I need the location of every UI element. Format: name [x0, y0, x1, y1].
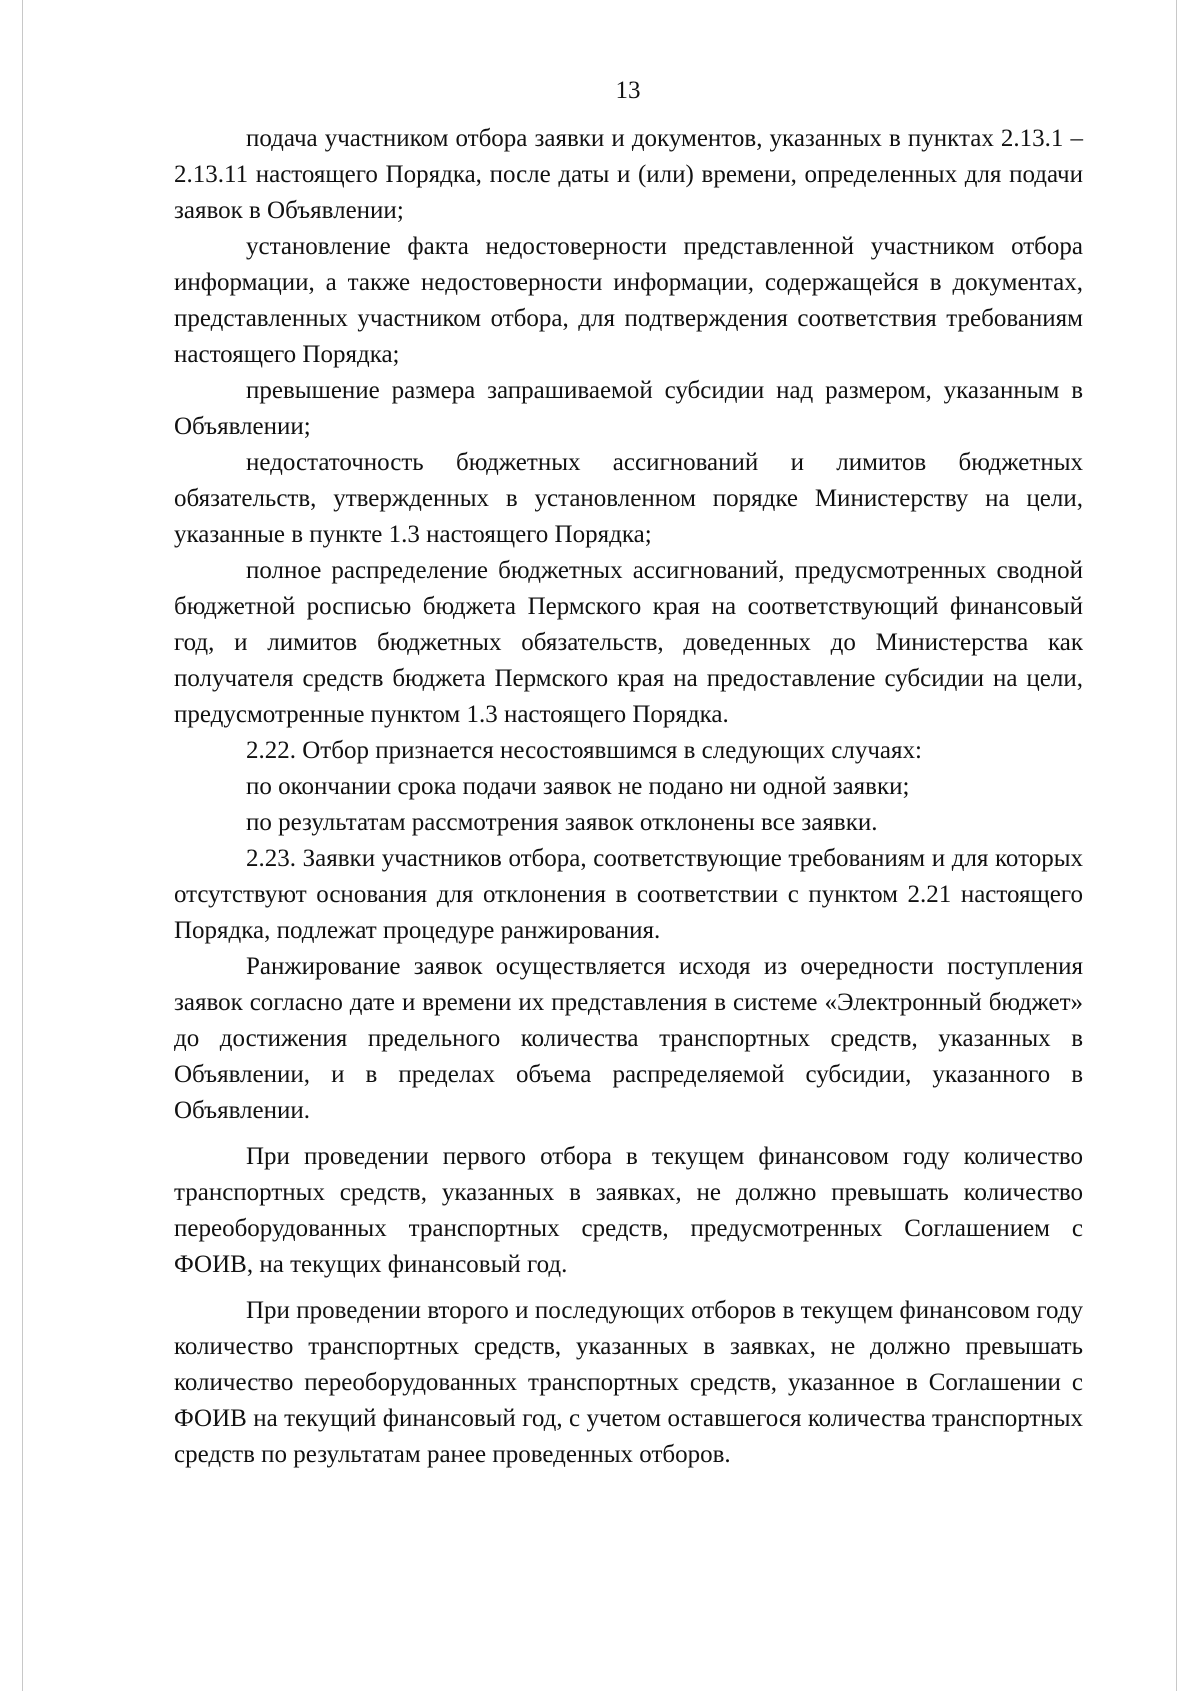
- paragraph-full-distribution: полное распределение бюджетных ассигнований, предусмотренных сводной бюджетной росписью бюджета Пермского края на соответствующий финансовый год, и лимитов бюджетных обязательств, доведенных до Министерства как получателя средств бюджета Пермского края на предоставление субсидии на цели, предусмотренные пунктом 1.3 настоящего Порядка.: [174, 557, 1083, 728]
- scan-edge-right: [1176, 0, 1177, 1691]
- paragraph-no-applications: по окончании срока подачи заявок не подано ни одной заявки;: [246, 773, 910, 800]
- paragraph-late-submission: подача участником отбора заявки и документов, указанных в пунктах 2.13.1 – 2.13.11 настоящего Порядка, после даты и (или) времени, определенных для подачи заявок в Объявлении;: [174, 125, 1083, 224]
- paragraph-ranking-order: Ранжирование заявок осуществляется исходя из очередности поступления заявок согласно дате и времени их представления в системе «Электронный бюджет» до достижения предельного количества транспортных средств, указанных в Объявлении, и в пределах объема распределяемой субсидии, указанного в Объявлении.: [174, 953, 1083, 1124]
- paragraph-first-selection: При проведении первого отбора в текущем финансовом году количество транспортных средств, указанных в заявках, не должно превышать количество переоборудованных транспортных средств, предусмотренных Соглашением с ФОИВ, на текущих финансовый год.: [174, 1143, 1083, 1278]
- body-text: [174, 121, 1083, 1473]
- paragraph-2-22-heading: 2.22. Отбор признается несостоявшимся в следующих случаях:: [246, 737, 922, 764]
- paragraph-excess-amount: превышение размера запрашиваемой субсидии над размером, указанным в Объявлении;: [174, 377, 1083, 440]
- page-number: 13: [615, 77, 641, 104]
- paragraph-all-rejected: по результатам рассмотрения заявок отклонены все заявки.: [246, 809, 878, 836]
- paragraph-subsequent-selections: При проведении второго и последующих отборов в текущем финансовом году количество транспортных средств, указанных в заявках, не должно превышать количество переоборудованных транспортных средств, указанное в Соглашении с ФОИВ на текущий финансовый год, с учетом оставшегося количества транспортных средств по результатам ранее проведенных отборов.: [174, 1297, 1083, 1468]
- paragraph-insufficient-funds: недостаточность бюджетных ассигнований и лимитов бюджетных обязательств, утвержденных в установленном порядке Министерству на цели, указанные в пункте 1.3 настоящего Порядка;: [174, 449, 1083, 548]
- paragraph-false-information: установление факта недостоверности представленной участником отбора информации, а также недостоверности информации, содержащейся в документах, представленных участником отбора, для подтверждения соответствия требованиям настоящего Порядка;: [174, 233, 1083, 368]
- scan-edge-left: [22, 0, 23, 1691]
- paragraph-2-23-ranking: 2.23. Заявки участников отбора, соответствующие требованиям и для которых отсутствуют основания для отклонения в соответствии с пунктом 2.21 настоящего Порядка, подлежат процедуре ранжирования.: [174, 845, 1083, 944]
